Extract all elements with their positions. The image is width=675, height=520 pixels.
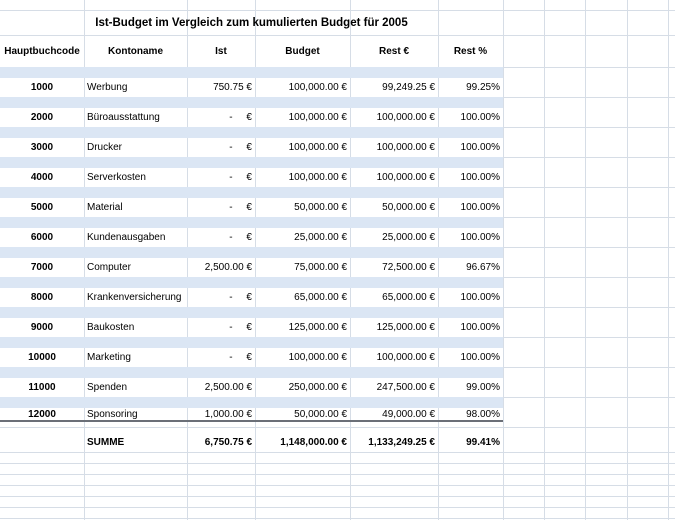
band-row [0,127,503,138]
cell-code[interactable]: 1000 [30,82,54,93]
cell-ist[interactable]: 2,500.00 € [204,382,252,393]
header-ist[interactable]: Ist [215,45,227,57]
cell-ist[interactable]: - € [229,142,252,153]
row-divider [0,496,675,497]
column-divider [668,0,669,520]
cell-code[interactable]: 10000 [28,352,56,363]
cell-pct[interactable]: 98.00% [466,408,500,420]
cell-pct[interactable]: 100.00% [460,292,500,303]
band-row [0,247,503,258]
cell-pct[interactable]: 100.00% [460,112,500,123]
band-row [0,337,503,348]
cell-ist[interactable]: 1,000.00 € [204,408,252,420]
cell-ist[interactable]: 2,500.00 € [204,262,252,273]
cell-code[interactable]: 5000 [30,202,54,213]
cell-pct[interactable]: 99.00% [466,382,500,393]
row-divider [0,463,675,464]
cell-code[interactable]: 12000 [28,408,56,420]
cell-pct[interactable]: 100.00% [460,232,500,243]
total-ist[interactable]: 6,750.75 € [204,437,252,448]
cell-name[interactable]: Material [87,202,123,213]
cell-rest[interactable]: 100,000.00 € [376,142,435,153]
cell-ist[interactable]: - € [229,112,252,123]
cell-code[interactable]: 8000 [30,292,54,303]
cell-rest[interactable]: 72,500.00 € [382,262,435,273]
cell-ist[interactable]: - € [229,202,252,213]
column-divider [503,0,504,520]
cell-code[interactable]: 6000 [30,232,54,243]
cell-pct[interactable]: 96.67% [466,262,500,273]
band-row [0,397,503,408]
cell-name[interactable]: Marketing [87,352,131,363]
cell-ist[interactable]: - € [229,232,252,243]
cell-rest[interactable]: 247,500.00 € [376,382,435,393]
cell-ist[interactable]: - € [229,292,252,303]
cell-name[interactable]: Krankenversicherung [87,292,182,303]
cell-budget[interactable]: 65,000.00 € [294,292,347,303]
cell-name[interactable]: Serverkosten [87,172,146,183]
cell-code[interactable]: 9000 [30,322,54,333]
cell-code[interactable]: 7000 [30,262,54,273]
band-row [0,187,503,198]
cell-name[interactable]: Büroausstattung [87,112,160,123]
cell-budget[interactable]: 250,000.00 € [288,382,347,393]
row-divider [0,474,675,475]
cell-code[interactable]: 4000 [30,172,54,183]
cell-name[interactable]: Werbung [87,82,128,93]
cell-rest[interactable]: 50,000.00 € [382,202,435,213]
cell-rest[interactable]: 100,000.00 € [376,172,435,183]
cell-pct[interactable]: 100.00% [460,202,500,213]
cell-name[interactable]: Computer [87,262,131,273]
cell-budget[interactable]: 75,000.00 € [294,262,347,273]
band-row [0,157,503,168]
cell-budget[interactable]: 100,000.00 € [288,172,347,183]
band-row [0,67,503,78]
row-divider [0,427,675,428]
header-rest-eur[interactable]: Rest € [378,45,409,57]
header-budget[interactable]: Budget [285,45,320,57]
header-rest-pct[interactable]: Rest % [453,45,488,57]
cell-name[interactable]: Baukosten [87,322,135,333]
cell-rest[interactable]: 100,000.00 € [376,112,435,123]
band-row [0,307,503,318]
band-row [0,367,503,378]
cell-code[interactable]: 11000 [28,382,56,393]
cell-ist[interactable]: - € [229,352,252,363]
row-divider [0,485,675,486]
total-separator [0,420,503,422]
column-divider [627,0,628,520]
header-hauptbuchcode[interactable]: Hauptbuchcode [4,45,80,57]
cell-rest[interactable]: 25,000.00 € [382,232,435,243]
cell-rest[interactable]: 49,000.00 € [382,408,435,420]
band-row [0,97,503,108]
cell-ist[interactable]: 750.75 € [213,82,252,93]
total-rest[interactable]: 1,133,249.25 € [368,437,435,448]
cell-ist[interactable]: - € [229,172,252,183]
cell-name[interactable]: Drucker [87,142,123,153]
row-divider [0,452,675,453]
cell-budget[interactable]: 100,000.00 € [288,82,347,93]
sheet-title[interactable]: Ist-Budget im Vergleich zum kumulierten Budget für 2005 [95,16,408,29]
column-divider [544,0,545,520]
cell-ist[interactable]: - € [229,322,252,333]
cell-name[interactable]: Sponsoring [87,408,138,420]
cell-budget[interactable]: 100,000.00 € [288,352,347,363]
cell-code[interactable]: 3000 [30,142,54,153]
band-row [0,217,503,228]
cell-rest[interactable]: 99,249.25 € [382,82,435,93]
cell-budget[interactable]: 25,000.00 € [294,232,347,243]
total-pct[interactable]: 99.41% [466,437,500,448]
cell-pct[interactable]: 99.25% [466,82,500,93]
cell-rest[interactable]: 125,000.00 € [376,322,435,333]
cell-name[interactable]: Kundenausgaben [87,232,166,243]
cell-rest[interactable]: 100,000.00 € [376,352,435,363]
cell-rest[interactable]: 65,000.00 € [382,292,435,303]
row-divider [0,518,675,519]
cell-code[interactable]: 2000 [30,112,54,123]
cell-budget[interactable]: 50,000.00 € [294,202,347,213]
cell-name[interactable]: Spenden [87,382,128,393]
cell-budget[interactable]: 50,000.00 € [294,408,347,420]
cell-budget[interactable]: 100,000.00 € [288,142,347,153]
cell-pct[interactable]: 100.00% [460,352,500,363]
header-kontoname[interactable]: Kontoname [108,45,163,57]
column-divider [585,0,586,520]
cell-budget[interactable]: 100,000.00 € [288,112,347,123]
cell-pct[interactable]: 100.00% [460,172,500,183]
band-row [0,277,503,288]
cell-pct[interactable]: 100.00% [460,322,500,333]
row-divider [0,507,675,508]
cell-budget[interactable]: 125,000.00 € [288,322,347,333]
total-budget[interactable]: 1,148,000.00 € [280,437,347,448]
total-label[interactable]: SUMME [87,437,125,448]
cell-pct[interactable]: 100.00% [460,142,500,153]
